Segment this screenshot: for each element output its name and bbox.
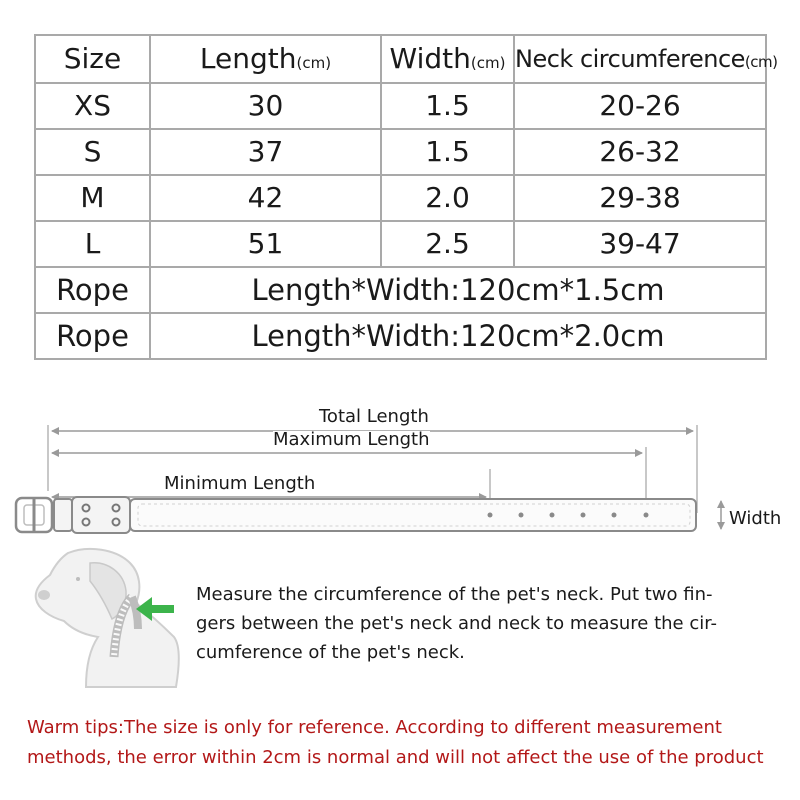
header-length: Length(cm)	[150, 35, 381, 83]
table-row	[35, 221, 766, 267]
rope-label: Rope	[35, 267, 150, 313]
hole	[581, 513, 586, 518]
cell-size: S	[35, 129, 150, 175]
cell-size: L	[35, 221, 150, 267]
header-width-unit: (cm)	[470, 54, 506, 72]
total-length-label: Total Length	[319, 406, 429, 427]
width-label: Width	[729, 508, 782, 529]
d-ring-plate	[72, 497, 130, 533]
rope-label: Rope	[35, 313, 150, 359]
maximum-length-label: Maximum Length	[273, 429, 430, 450]
header-length-unit: (cm)	[296, 54, 332, 72]
cell-width: 1.5	[381, 83, 514, 129]
table-row	[35, 83, 766, 129]
cell-length: 30	[150, 83, 381, 129]
cell-neck: 29-38	[514, 175, 766, 221]
header-neck: Neck circumference(cm)	[514, 35, 766, 83]
rope-value: Length*Width:120cm*2.0cm	[150, 313, 766, 359]
hole	[519, 513, 524, 518]
header-width: Width(cm)	[381, 35, 514, 83]
cell-neck: 26-32	[514, 129, 766, 175]
header-size: Size	[35, 35, 150, 83]
hole	[612, 513, 617, 518]
cell-size: M	[35, 175, 150, 221]
hole	[488, 513, 493, 518]
dog-head-icon	[28, 545, 188, 695]
table-header-row	[35, 35, 766, 83]
keeper-loop	[54, 499, 72, 531]
cell-size: XS	[35, 83, 150, 129]
measure-instructions: Measure the circumference of the pet's neck. Put two fin- gers between the pet's neck and neck to measure the cir- cumference of the pet's neck.	[196, 584, 717, 663]
header-neck-unit: (cm)	[744, 53, 778, 71]
rope-row	[35, 267, 766, 313]
warm-tips: Warm tips:The size is only for reference. According to different measurement methods, the error within 2cm is normal and will not affect the use of the product	[27, 717, 764, 768]
collar-diagram	[0, 395, 800, 555]
rope-row	[35, 313, 766, 359]
hole	[550, 513, 555, 518]
dog-illustration	[28, 545, 188, 699]
table-row	[35, 129, 766, 175]
cell-neck: 20-26	[514, 83, 766, 129]
table-row	[35, 175, 766, 221]
cell-neck: 39-47	[514, 221, 766, 267]
cell-length: 51	[150, 221, 381, 267]
rope-value: Length*Width:120cm*1.5cm	[150, 267, 766, 313]
cell-width: 2.0	[381, 175, 514, 221]
size-table	[34, 34, 778, 354]
hole	[644, 513, 649, 518]
cell-width: 1.5	[381, 129, 514, 175]
cell-width: 2.5	[381, 221, 514, 267]
cell-length: 37	[150, 129, 381, 175]
minimum-length-label: Minimum Length	[164, 473, 316, 494]
cell-length: 42	[150, 175, 381, 221]
